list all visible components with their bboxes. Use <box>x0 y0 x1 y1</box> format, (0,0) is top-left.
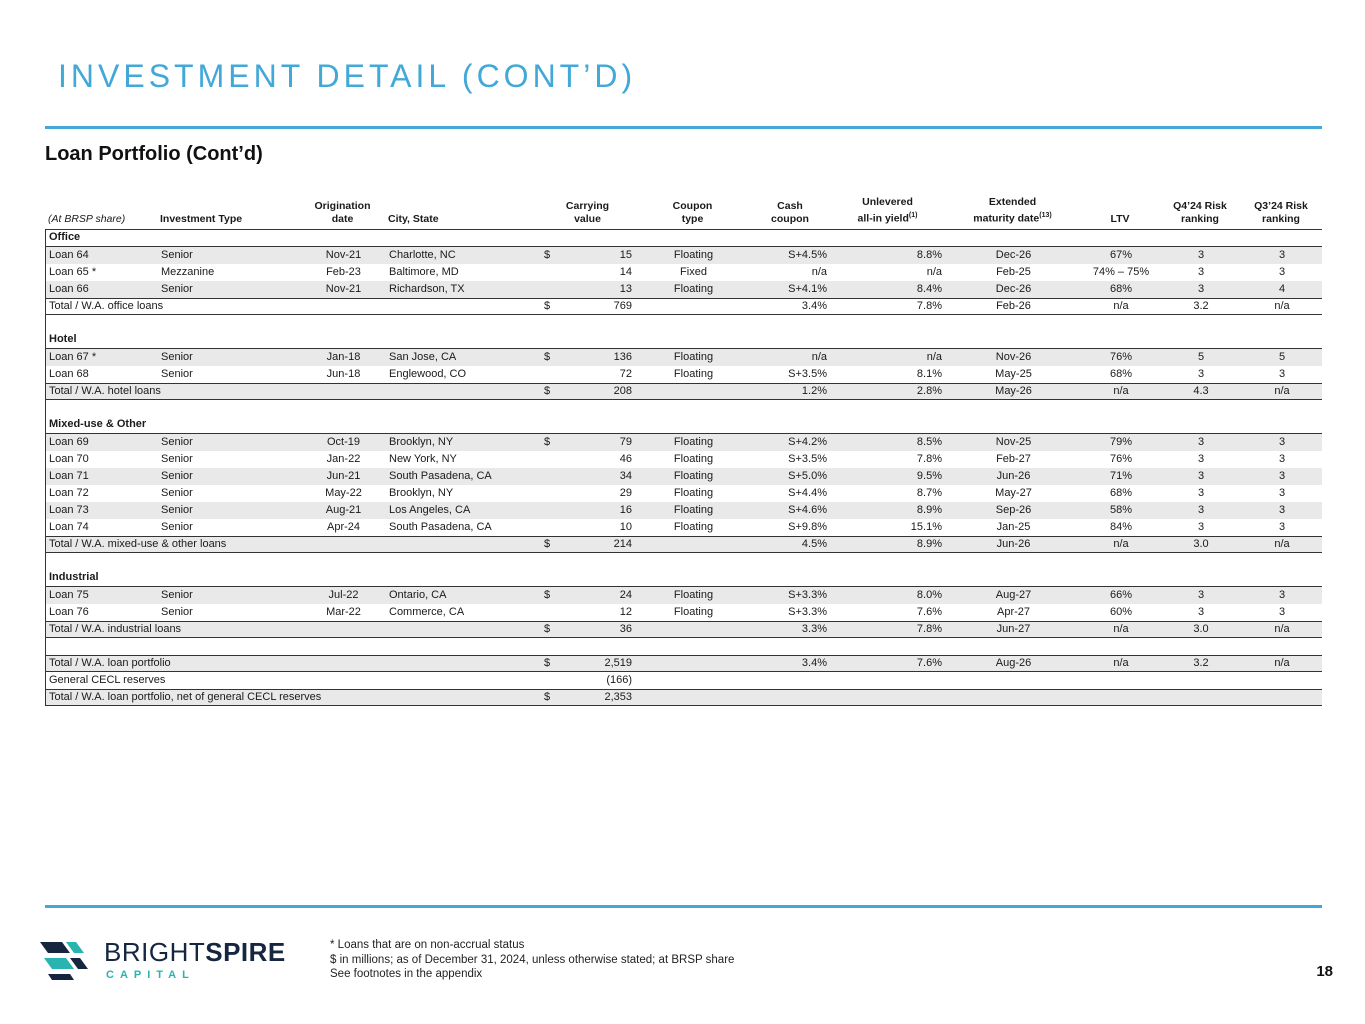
cell-q3-risk: 3 <box>1278 469 1286 482</box>
cell-extended-maturity: Sep-26 <box>995 503 1032 516</box>
cell-coupon-type: Floating <box>673 435 714 448</box>
cell-carrying-value: 2,353 <box>604 690 632 703</box>
cell-unlevered-yield: 8.9% <box>916 537 942 550</box>
cell-ltv: 67% <box>1109 248 1133 261</box>
cell-cash-coupon: n/a <box>811 265 827 278</box>
cell-origination-date: Jun-18 <box>326 367 361 380</box>
cell-city-state: Richardson, TX <box>389 282 465 295</box>
brightspire-logo-mark <box>40 938 92 984</box>
loan-row <box>46 434 1322 451</box>
cell-extended-maturity: Dec-26 <box>995 282 1032 295</box>
cell-ltv: 74% – 75% <box>1092 265 1150 278</box>
column-header-yld: Unlevered all-in yield$^{(1)}$ <box>857 196 918 225</box>
cell-coupon-type: Floating <box>673 605 714 618</box>
column-header-ltv: LTV <box>1110 212 1130 225</box>
cell-coupon-type: Floating <box>673 520 714 533</box>
cell-investment-type: Senior <box>161 367 193 380</box>
cell-cash-coupon: S+3.3% <box>788 588 827 601</box>
cell-city-state: South Pasadena, CA <box>389 469 492 482</box>
cell-extended-maturity: Feb-25 <box>996 265 1031 278</box>
cell-coupon-type: Floating <box>673 588 714 601</box>
cell-extended-maturity: Feb-27 <box>996 452 1031 465</box>
cell-dollar-sign: $ <box>544 350 551 363</box>
brightspire-logo <box>40 938 286 984</box>
cell-cash-coupon: S+4.4% <box>788 486 827 499</box>
cell-carrying-value: 214 <box>613 537 632 550</box>
cell-cash-coupon: 4.5% <box>801 537 827 550</box>
section-label: Hotel <box>49 333 77 345</box>
cell-cash-coupon: S+3.5% <box>788 367 827 380</box>
cell-unlevered-yield: 8.1% <box>916 367 942 380</box>
cell-unlevered-yield: 9.5% <box>916 469 942 482</box>
cell-q4-risk: 3 <box>1197 469 1205 482</box>
cell-unlevered-yield: 8.8% <box>916 248 942 261</box>
cell-loan-name: Loan 68 <box>49 367 89 380</box>
cell-ltv: n/a <box>1113 622 1129 635</box>
cell-dollar-sign: $ <box>544 299 551 312</box>
cell-ltv: 68% <box>1109 282 1133 295</box>
cell-unlevered-yield: n/a <box>926 350 942 363</box>
cell-dollar-sign: $ <box>544 622 551 635</box>
cell-carrying-value: 29 <box>619 486 632 499</box>
cell-cash-coupon: S+9.8% <box>788 520 827 533</box>
column-header-maturity: Extended maturity date$^{(13)}$ <box>973 196 1052 225</box>
cell-cash-coupon: S+4.5% <box>788 248 827 261</box>
cell-loan-name: Loan 66 <box>49 282 89 295</box>
cell-city-state: South Pasadena, CA <box>389 520 492 533</box>
cell-cash-coupon: 1.2% <box>801 384 827 397</box>
cell-origination-date: Jan-18 <box>326 350 361 363</box>
loan-row <box>46 451 1322 468</box>
cell-extended-maturity: May-26 <box>995 384 1032 397</box>
cell-extended-maturity: Jun-26 <box>996 537 1031 550</box>
cell-investment-type: Senior <box>161 435 193 448</box>
cell-q4-risk: 3 <box>1197 588 1205 601</box>
spacer-row <box>46 400 1322 417</box>
cell-q3-risk: 3 <box>1278 367 1286 380</box>
column-header-coupon: Coupon type <box>672 199 713 225</box>
cell-q3-risk: n/a <box>1274 656 1290 669</box>
total-row <box>46 536 1322 553</box>
cell-unlevered-yield: 8.9% <box>916 503 942 516</box>
cell-loan-name: Loan 64 <box>49 248 89 261</box>
cell-ltv: 71% <box>1109 469 1133 482</box>
cell-unlevered-yield: 2.8% <box>916 384 942 397</box>
cell-investment-type: Senior <box>161 588 193 601</box>
logo-bright: BRIGHT <box>104 937 206 967</box>
cell-coupon-type: Floating <box>673 486 714 499</box>
cell-extended-maturity: May-25 <box>995 367 1032 380</box>
cell-q3-risk: n/a <box>1274 622 1290 635</box>
total-row <box>46 383 1322 400</box>
total-label: Total / W.A. hotel loans <box>49 384 161 397</box>
cell-q4-risk: 3.2 <box>1193 299 1209 312</box>
cell-cash-coupon: S+4.1% <box>788 282 827 295</box>
cell-q4-risk: 3 <box>1197 367 1205 380</box>
cell-q4-risk: 3 <box>1197 520 1205 533</box>
column-header-name: (At BRSP share) <box>48 212 126 225</box>
cell-extended-maturity: Nov-25 <box>995 435 1032 448</box>
column-header-city: City, State <box>388 212 439 225</box>
cell-q3-risk: 4 <box>1278 282 1286 295</box>
cell-cash-coupon: 3.4% <box>801 299 827 312</box>
footnote-line: $ in millions; as of December 31, 2024, unless otherwise stated; at BRSP share <box>330 953 735 966</box>
cell-city-state: Charlotte, NC <box>389 248 456 261</box>
cell-cash-coupon: S+3.5% <box>788 452 827 465</box>
total-row <box>46 655 1322 672</box>
loan-row <box>46 468 1322 485</box>
cell-q3-risk: 3 <box>1278 248 1286 261</box>
cell-carrying-value: 2,519 <box>604 656 632 669</box>
total-label: Total / W.A. office loans <box>49 299 164 312</box>
cell-q3-risk: 5 <box>1278 350 1286 363</box>
cell-extended-maturity: Jun-26 <box>996 469 1031 482</box>
top-divider <box>45 126 1322 129</box>
cell-q3-risk: 3 <box>1278 435 1286 448</box>
footnotes <box>330 938 734 982</box>
cell-q4-risk: 3 <box>1197 503 1205 516</box>
cell-city-state: New York, NY <box>389 452 457 465</box>
cell-carrying-value: 24 <box>619 588 632 601</box>
loan-portfolio-table <box>45 196 1322 706</box>
cell-investment-type: Senior <box>161 486 193 499</box>
cell-investment-type: Senior <box>161 452 193 465</box>
cell-dollar-sign: $ <box>544 690 551 703</box>
cell-q4-risk: 3 <box>1197 452 1205 465</box>
loan-row <box>46 247 1322 264</box>
cell-city-state: Los Angeles, CA <box>389 503 471 516</box>
cell-extended-maturity: Dec-26 <box>995 248 1032 261</box>
loan-row <box>46 587 1322 604</box>
cell-carrying-value: 208 <box>613 384 632 397</box>
cell-origination-date: Jun-21 <box>326 469 361 482</box>
cell-investment-type: Senior <box>161 282 193 295</box>
total-row <box>46 621 1322 638</box>
logo-text <box>104 938 286 981</box>
cell-coupon-type: Floating <box>673 469 714 482</box>
cell-cash-coupon: S+4.6% <box>788 503 827 516</box>
cell-origination-date: Nov-21 <box>325 282 362 295</box>
cell-q4-risk: 3 <box>1197 435 1205 448</box>
cell-ltv: n/a <box>1113 537 1129 550</box>
cell-extended-maturity: Aug-27 <box>995 588 1032 601</box>
cell-q3-risk: n/a <box>1274 537 1290 550</box>
cell-carrying-value: 13 <box>619 282 632 295</box>
cell-city-state: Englewood, CO <box>389 367 467 380</box>
cell-loan-name: Loan 69 <box>49 435 89 448</box>
cell-carrying-value: 34 <box>619 469 632 482</box>
footnote-line: * Loans that are on non-accrual status <box>330 939 525 951</box>
section-label: Office <box>49 231 81 243</box>
cell-extended-maturity: Apr-27 <box>996 605 1031 618</box>
logo-spire: SPIRE <box>205 937 286 967</box>
cell-unlevered-yield: 7.6% <box>916 605 942 618</box>
cell-cash-coupon: 3.3% <box>801 622 827 635</box>
cell-dollar-sign: $ <box>544 384 551 397</box>
column-header-q4: Q4’24 Risk ranking <box>1173 199 1227 225</box>
cell-unlevered-yield: 8.4% <box>916 282 942 295</box>
section-label: Mixed-use & Other <box>49 418 147 430</box>
cell-origination-date: Oct-19 <box>326 435 360 448</box>
cell-extended-maturity: May-27 <box>995 486 1032 499</box>
section-header-row <box>46 230 1322 247</box>
loan-row <box>46 264 1322 281</box>
cell-extended-maturity: Feb-26 <box>996 299 1031 312</box>
cell-cash-coupon: S+3.3% <box>788 605 827 618</box>
column-header-invtype: Investment Type <box>160 212 243 225</box>
spacer-row <box>46 553 1322 570</box>
cell-loan-name: Loan 70 <box>49 452 89 465</box>
spacer-row <box>46 315 1322 332</box>
cell-carrying-value: 72 <box>619 367 632 380</box>
cell-ltv: 84% <box>1109 520 1133 533</box>
cell-coupon-type: Floating <box>673 503 714 516</box>
cell-unlevered-yield: 7.8% <box>916 622 942 635</box>
column-header-carrying: Carrying value <box>565 199 610 225</box>
cell-q4-risk: 3 <box>1197 605 1205 618</box>
loan-row <box>46 485 1322 502</box>
loan-row <box>46 366 1322 383</box>
cell-q3-risk: 3 <box>1278 503 1286 516</box>
cell-dollar-sign: $ <box>544 588 551 601</box>
total-row <box>46 298 1322 315</box>
total-label: Total / W.A. loan portfolio <box>49 656 171 669</box>
total-label: General CECL reserves <box>49 673 166 686</box>
cell-investment-type: Senior <box>161 503 193 516</box>
cell-ltv: 76% <box>1109 452 1133 465</box>
cell-coupon-type: Floating <box>673 350 714 363</box>
loan-row <box>46 349 1322 366</box>
cell-coupon-type: Fixed <box>680 265 707 278</box>
page-title: INVESTMENT DETAIL (CONT’D) <box>58 58 637 94</box>
cell-origination-date: Aug-21 <box>325 503 362 516</box>
bottom-divider <box>45 905 1322 908</box>
table-header <box>45 196 1322 230</box>
cell-carrying-value: 16 <box>619 503 632 516</box>
cell-city-state: Brooklyn, NY <box>389 435 454 448</box>
loan-row <box>46 502 1322 519</box>
cell-q4-risk: 3 <box>1197 248 1205 261</box>
cell-q4-risk: 4.3 <box>1193 384 1209 397</box>
cell-investment-type: Senior <box>161 605 193 618</box>
cell-loan-name: Loan 76 <box>49 605 89 618</box>
cell-cash-coupon: S+5.0% <box>788 469 827 482</box>
cell-city-state: San Jose, CA <box>389 350 457 363</box>
cell-q3-risk: 3 <box>1278 588 1286 601</box>
table-body <box>45 230 1322 706</box>
total-row <box>46 689 1322 706</box>
footnote-line: See footnotes in the appendix <box>330 968 483 980</box>
cell-ltv: n/a <box>1113 299 1129 312</box>
cell-dollar-sign: $ <box>544 537 551 550</box>
cell-q4-risk: 3.2 <box>1193 656 1209 669</box>
cell-q4-risk: 3.0 <box>1193 537 1209 550</box>
cell-cash-coupon: 3.4% <box>801 656 827 669</box>
cell-investment-type: Mezzanine <box>161 265 215 278</box>
column-header-orig: Origination date <box>314 199 371 225</box>
cell-origination-date: Feb-23 <box>326 265 361 278</box>
cell-loan-name: Loan 71 <box>49 469 89 482</box>
cell-carrying-value: 12 <box>619 605 632 618</box>
section-header-row <box>46 332 1322 349</box>
loan-row <box>46 281 1322 298</box>
cell-dollar-sign: $ <box>544 248 551 261</box>
cell-q4-risk: 5 <box>1197 350 1205 363</box>
cell-cash-coupon: S+4.2% <box>788 435 827 448</box>
cell-ltv: 76% <box>1109 350 1133 363</box>
total-label: Total / W.A. mixed-use & other loans <box>49 537 227 550</box>
cell-extended-maturity: Jun-27 <box>996 622 1031 635</box>
total-label: Total / W.A. industrial loans <box>49 622 182 635</box>
cell-ltv: 60% <box>1109 605 1133 618</box>
cell-coupon-type: Floating <box>673 367 714 380</box>
cell-q3-risk: 3 <box>1278 605 1286 618</box>
cell-investment-type: Senior <box>161 248 193 261</box>
total-label: Total / W.A. loan portfolio, net of general CECL reserves <box>49 690 322 703</box>
cell-loan-name: Loan 65 * <box>49 265 97 278</box>
cell-carrying-value: (166) <box>606 673 632 686</box>
cell-ltv: n/a <box>1113 384 1129 397</box>
cell-loan-name: Loan 74 <box>49 520 89 533</box>
cell-q4-risk: 3 <box>1197 282 1205 295</box>
cell-ltv: 79% <box>1109 435 1133 448</box>
cell-ltv: 68% <box>1109 486 1133 499</box>
cell-unlevered-yield: 8.5% <box>916 435 942 448</box>
cell-loan-name: Loan 72 <box>49 486 89 499</box>
cell-carrying-value: 136 <box>613 350 632 363</box>
cell-ltv: 58% <box>1109 503 1133 516</box>
cell-coupon-type: Floating <box>673 248 714 261</box>
section-label: Industrial <box>49 571 99 583</box>
cell-investment-type: Senior <box>161 469 193 482</box>
cell-origination-date: Jul-22 <box>328 588 359 601</box>
cell-extended-maturity: Jan-25 <box>996 520 1031 533</box>
cell-unlevered-yield: 7.6% <box>916 656 942 669</box>
cell-dollar-sign: $ <box>544 435 551 448</box>
logo-capital: CAPITAL <box>106 969 195 981</box>
cell-loan-name: Loan 75 <box>49 588 89 601</box>
spacer-row <box>46 638 1322 655</box>
cell-carrying-value: 10 <box>619 520 632 533</box>
cell-origination-date: Apr-24 <box>326 520 361 533</box>
cell-q3-risk: 3 <box>1278 452 1286 465</box>
cell-unlevered-yield: 7.8% <box>916 299 942 312</box>
cell-unlevered-yield: 7.8% <box>916 452 942 465</box>
cell-carrying-value: 14 <box>619 265 632 278</box>
cell-carrying-value: 36 <box>619 622 632 635</box>
column-header-cash: Cash coupon <box>771 199 809 225</box>
section-heading: Loan Portfolio (Cont’d) <box>45 143 263 165</box>
cell-investment-type: Senior <box>161 350 193 363</box>
cell-q4-risk: 3 <box>1197 265 1205 278</box>
cell-extended-maturity: Aug-26 <box>995 656 1032 669</box>
section-header-row <box>46 417 1322 434</box>
cell-city-state: Brooklyn, NY <box>389 486 454 499</box>
section-header-row <box>46 570 1322 587</box>
cell-carrying-value: 46 <box>619 452 632 465</box>
cell-ltv: n/a <box>1113 656 1129 669</box>
cell-ltv: 66% <box>1109 588 1133 601</box>
cell-unlevered-yield: 15.1% <box>910 520 942 533</box>
cell-carrying-value: 15 <box>619 248 632 261</box>
cell-city-state: Baltimore, MD <box>389 265 459 278</box>
cell-unlevered-yield: n/a <box>926 265 942 278</box>
cell-loan-name: Loan 73 <box>49 503 89 516</box>
page-number: 18 <box>1316 963 1333 980</box>
cell-city-state: Ontario, CA <box>389 588 447 601</box>
logo-wordmark <box>104 938 286 966</box>
loan-row <box>46 604 1322 621</box>
cell-coupon-type: Floating <box>673 452 714 465</box>
loan-row <box>46 519 1322 536</box>
cell-carrying-value: 79 <box>619 435 632 448</box>
cell-extended-maturity: Nov-26 <box>995 350 1032 363</box>
cell-unlevered-yield: 8.0% <box>916 588 942 601</box>
cell-q4-risk: 3.0 <box>1193 622 1209 635</box>
cell-origination-date: Jan-22 <box>326 452 361 465</box>
cell-city-state: Commerce, CA <box>389 605 465 618</box>
cell-cash-coupon: n/a <box>811 350 827 363</box>
cell-investment-type: Senior <box>161 520 193 533</box>
cell-q3-risk: 3 <box>1278 486 1286 499</box>
cell-origination-date: Mar-22 <box>326 605 361 618</box>
cecl-reserve-row <box>46 672 1322 689</box>
cell-dollar-sign: $ <box>544 656 551 669</box>
cell-q3-risk: n/a <box>1274 299 1290 312</box>
cell-origination-date: May-22 <box>325 486 362 499</box>
cell-ltv: 68% <box>1109 367 1133 380</box>
column-header-q3: Q3’24 Risk ranking <box>1254 199 1308 225</box>
cell-q3-risk: n/a <box>1274 384 1290 397</box>
cell-coupon-type: Floating <box>673 282 714 295</box>
cell-unlevered-yield: 8.7% <box>916 486 942 499</box>
cell-q3-risk: 3 <box>1278 265 1286 278</box>
cell-carrying-value: 769 <box>613 299 632 312</box>
cell-q4-risk: 3 <box>1197 486 1205 499</box>
cell-q3-risk: 3 <box>1278 520 1286 533</box>
cell-loan-name: Loan 67 * <box>49 350 97 363</box>
cell-origination-date: Nov-21 <box>325 248 362 261</box>
